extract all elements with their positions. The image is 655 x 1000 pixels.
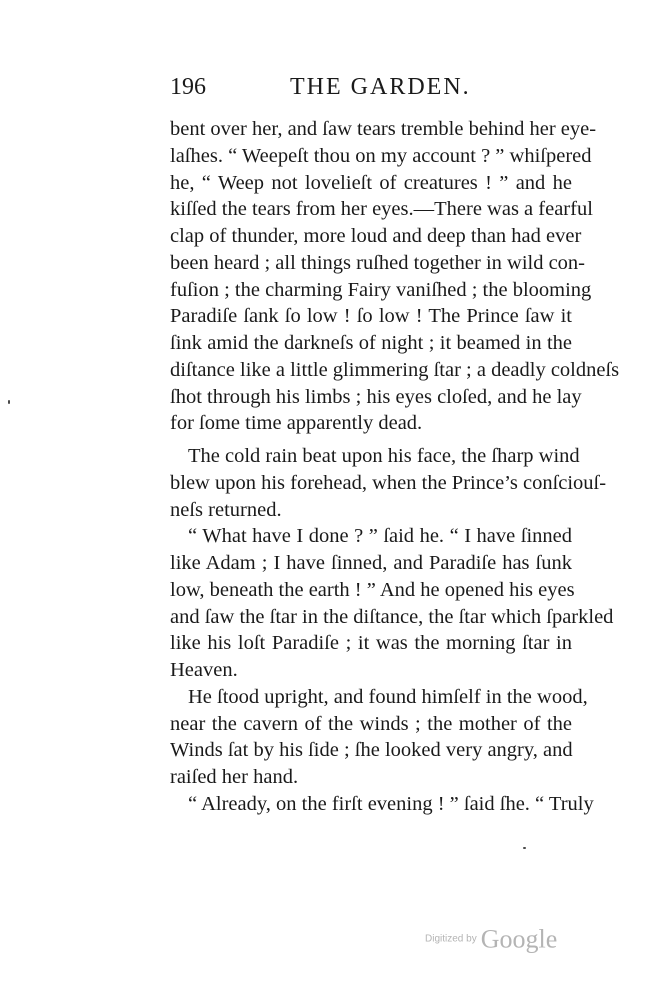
text-line: he, “ Weep not lovelieſt of creatures ! ” and he [170,171,572,194]
page-header [170,70,475,104]
body-text [170,116,620,818]
page-number: 196 [170,74,206,100]
text-line: Heaven. [170,659,238,681]
text-line: Winds ſat by his ſide ; ſhe looked very angry, and [170,739,573,762]
text-line: Paradiſe ſank ſo low ! ſo low ! The Prince ſaw it [170,305,572,328]
text-line: like Adam ; I have ſinned, and Paradiſe has ſunk [170,552,572,574]
text-line: ſink amid the darkneſs of night ; it beamed in the [170,332,572,354]
text-line: kiſſed the tears from her eyes.—There was a fearful [170,198,593,221]
text-line: and ſaw the ſtar in the diſtance, the ſtar which ſparkled [170,605,614,628]
text-line: fuſion ; the charming Fairy vaniſhed ; the blooming [170,278,592,301]
running-title: THE GARDEN. [290,74,471,100]
paragraph-start-line: “ What have I done ? ” ſaid he. “ I have ſinned [188,525,572,548]
text-line: diſtance like a little glimmering ſtar ; a deadly coldneſs [170,358,620,381]
digitization-watermark [425,924,557,954]
text-line: been heard ; all things ruſhed together in wild con- [170,251,586,274]
text-line: ſhot through his limbs ; his eyes cloſed, and he lay [170,385,582,408]
text-line: raiſed her hand. [170,766,299,788]
text-line: clap of thunder, more loud and deep than had ever [170,225,582,247]
paragraph-start-line: He ſtood upright, and found himſelf in the wood, [188,685,588,708]
text-line: low, beneath the earth ! ” And he opened his eyes [170,578,575,601]
paragraph-start-line: “ Already, on the firſt evening ! ” ſaid ſhe. “ Truly [188,792,594,815]
scan-speck [523,847,526,849]
watermark-brand: Google [480,924,558,954]
text-line: for ſome time apparently dead. [170,412,423,435]
text-line: laſhes. “ Weepeſt thou on my account ? ” whiſpered [170,144,592,167]
text-line: like his loſt Paradiſe ; it was the morning ſtar in [170,632,572,655]
text-line: bent over her, and ſaw tears tremble behind her eye- [170,118,597,140]
watermark-prefix: Digitized by [425,933,477,945]
text-line: blew upon his forehead, when the Prince’s conſciouſ- [170,471,607,494]
text-line: near the cavern of the winds ; the mother of the [170,712,572,735]
scan-speck [8,400,10,404]
paragraph-start-line: The cold rain beat upon his face, the ſharp wind [188,445,580,467]
text-line: neſs returned. [170,498,282,521]
